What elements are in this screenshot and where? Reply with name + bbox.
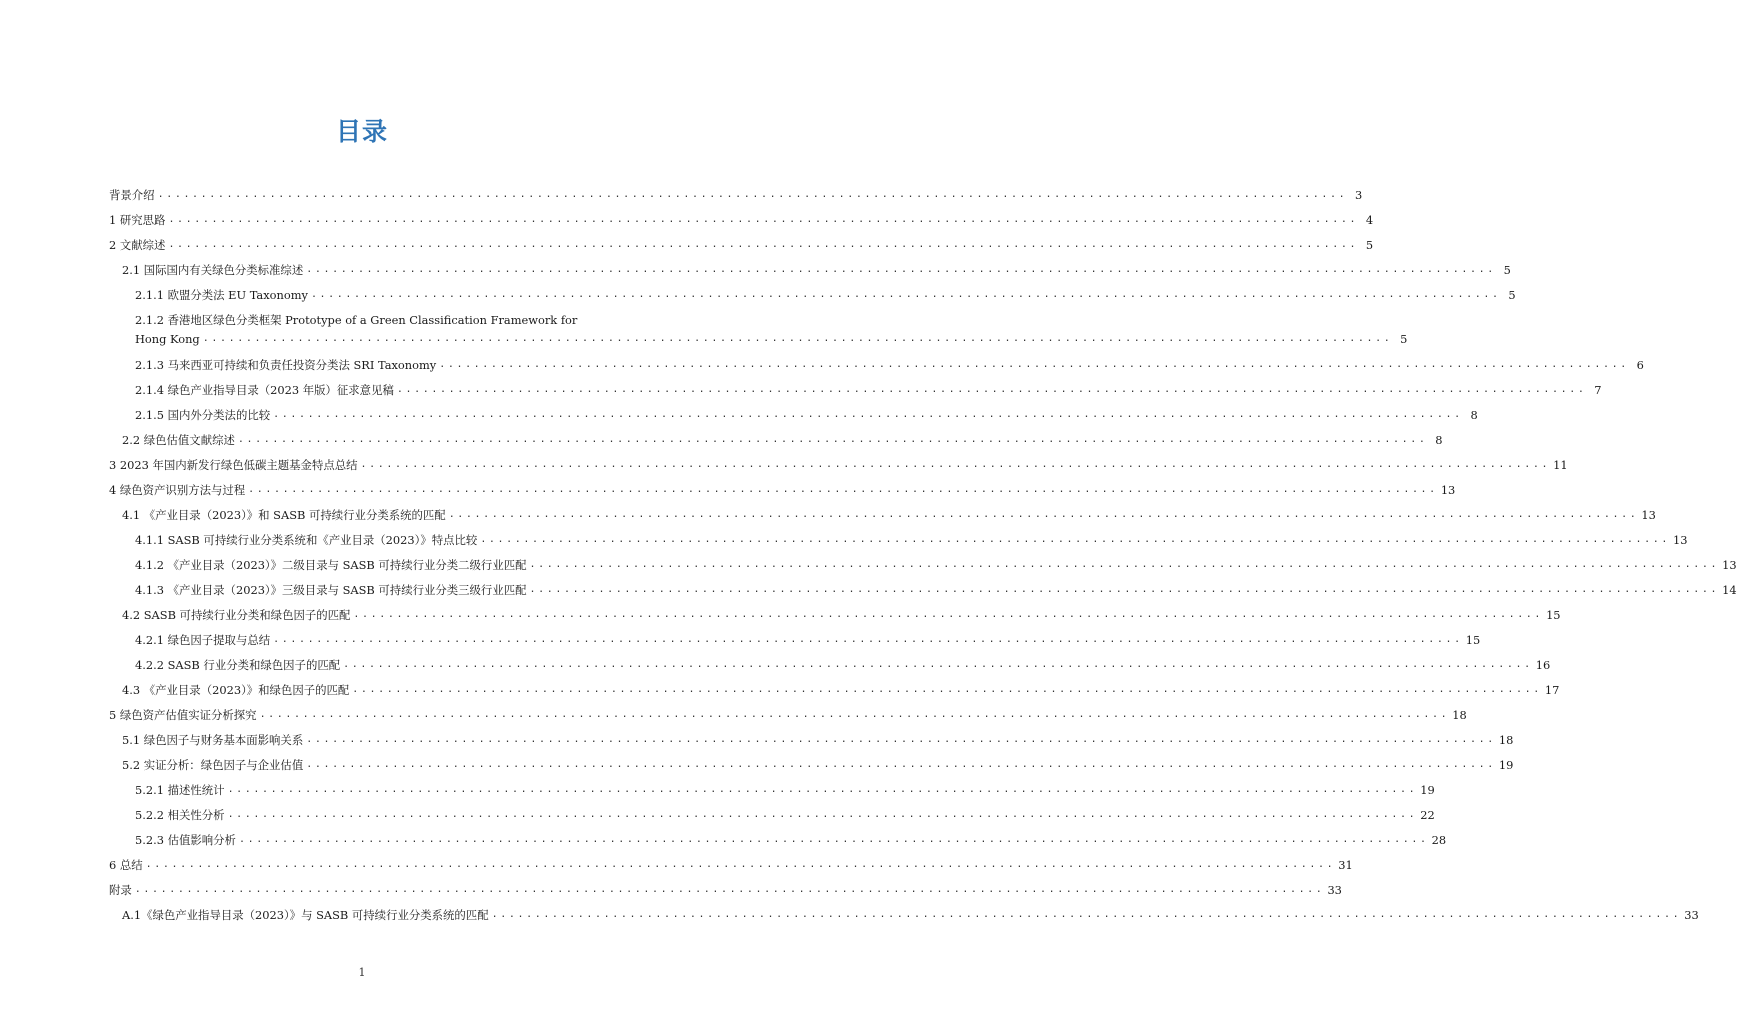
toc-entry-label: 5.1 绿色因子与财务基本面影响关系 bbox=[122, 733, 304, 747]
dot-leader: .......................................................................................................................................... bbox=[227, 809, 1418, 820]
toc-page-number: 13 bbox=[1641, 508, 1656, 522]
toc-page-number: 14 bbox=[1722, 583, 1737, 597]
toc-entry-label: 附录 bbox=[109, 883, 132, 897]
toc-page-number: 5 bbox=[1508, 288, 1516, 302]
toc-page-number: 17 bbox=[1544, 683, 1560, 697]
toc-entry-label: 2 文献综述 bbox=[109, 238, 166, 252]
toc-entry-label: 4.3 《产业目录（2023）》和绿色因子的匹配 bbox=[122, 683, 350, 697]
dot-leader: .......................................................................................................................................... bbox=[227, 784, 1418, 795]
dot-leader: .......................................................................................................................................... bbox=[168, 214, 1359, 225]
toc-entry-label: 1 研究思路 bbox=[109, 213, 166, 227]
toc-page-number: 6 bbox=[1636, 358, 1644, 372]
toc-page-number: 19 bbox=[1420, 783, 1435, 797]
toc-page-number: 16 bbox=[1535, 658, 1551, 672]
dot-leader: .......................................................................................................................................... bbox=[248, 484, 1438, 495]
toc-entry-label: 4.2 SASB 可持续行业分类和绿色因子的匹配 bbox=[122, 608, 351, 622]
toc-page-number: 18 bbox=[1452, 708, 1467, 722]
toc-page-number: 15 bbox=[1465, 633, 1481, 647]
toc-entry-label: 5.2.2 相关性分析 bbox=[135, 808, 225, 822]
dot-leader: .......................................................................................................................................... bbox=[273, 634, 1463, 645]
dot-leader: .......................................................................................................................................... bbox=[168, 239, 1359, 250]
toc-entry-label: 5 绿色资产估值实证分析探究 bbox=[109, 708, 257, 722]
dot-leader: .......................................................................................................................................... bbox=[352, 684, 1542, 695]
toc-entry-label: 4 绿色资产识别方法与过程 bbox=[109, 483, 246, 497]
dot-leader: .......................................................................................................................................... bbox=[439, 359, 1629, 370]
dot-leader: .......................................................................................................................................... bbox=[145, 859, 1336, 870]
dot-leader: .......................................................................................................................................... bbox=[529, 584, 1720, 595]
dot-leader: .......................................................................................................................................... bbox=[237, 434, 1428, 445]
dot-leader: .......................................................................................................................................... bbox=[134, 884, 1325, 895]
toc-entry-label: 5.2.1 描述性统计 bbox=[135, 783, 225, 797]
toc-page-number: 5 bbox=[1400, 332, 1408, 346]
dot-leader: .......................................................................................................................................... bbox=[529, 559, 1720, 570]
toc-entry-label: 4.2.2 SASB 行业分类和绿色因子的匹配 bbox=[135, 658, 341, 672]
toc-entry-label: 5.2 实证分析：绿色因子与企业估值 bbox=[122, 758, 304, 772]
dot-leader: .......................................................................................................................................... bbox=[310, 289, 1501, 300]
dot-leader: .......................................................................................................................................... bbox=[480, 534, 1670, 545]
toc-page-number: 15 bbox=[1546, 608, 1561, 622]
toc-page-number: 13 bbox=[1722, 558, 1737, 572]
toc-page-number: 22 bbox=[1420, 808, 1435, 822]
toc-entry-label: A.1《绿色产业指导目录（2023）》与 SASB 可持续行业分类系统的匹配 bbox=[122, 908, 489, 922]
toc-page-number: 5 bbox=[1365, 238, 1374, 252]
dot-leader: .......................................................................................................................................... bbox=[306, 264, 1496, 275]
toc-entry-label: 5.2.3 估值影响分析 bbox=[135, 833, 236, 847]
dot-leader: .......................................................................................................................................... bbox=[306, 759, 1496, 770]
toc-page-number: 3 bbox=[1354, 188, 1363, 202]
dot-leader: .......................................................................................................................................... bbox=[396, 384, 1587, 395]
page-title: 目录 bbox=[335, 117, 388, 146]
toc-entry-label: 2.2 绿色估值文献综述 bbox=[122, 433, 235, 447]
toc-entry-label: Hong Kong bbox=[135, 332, 200, 346]
toc-entry-label: 2.1.1 欧盟分类法 EU Taxonomy bbox=[135, 288, 308, 302]
toc-entry-label: 2.1.3 马来西亚可持续和负责任投资分类法 SRI Taxonomy bbox=[135, 358, 437, 372]
toc-entry-label: 4.1.1 SASB 可持续行业分类系统和《产业目录（2023）》特点比较 bbox=[135, 533, 478, 547]
dot-leader: .......................................................................................................................................... bbox=[448, 509, 1639, 520]
dot-leader: .......................................................................................................................................... bbox=[491, 909, 1682, 920]
toc-page-number: 8 bbox=[1435, 433, 1443, 447]
toc-entry-label: 2.1 国际国内有关绿色分类标准综述 bbox=[122, 263, 304, 277]
toc-page-number: 18 bbox=[1498, 733, 1514, 747]
toc-entry-label: 4.1.2 《产业目录（2023）》二级目录与 SASB 可持续行业分类二级行业匹配 bbox=[135, 558, 527, 572]
dot-leader: .......................................................................................................................................... bbox=[360, 459, 1551, 470]
toc-entry-label-line1: 2.1.2 香港地区绿色分类框架 Prototype of a Green Classification Framework for bbox=[135, 313, 578, 327]
dot-leader: .......................................................................................................................................... bbox=[238, 834, 1429, 845]
toc-entry-label: 4.1.3 《产业目录（2023）》三级目录与 SASB 可持续行业分类三级行业匹配 bbox=[135, 583, 527, 597]
dot-leader: .......................................................................................................................................... bbox=[157, 189, 1348, 200]
dot-leader: .......................................................................................................................................... bbox=[306, 734, 1496, 745]
toc-page-number: 33 bbox=[1327, 883, 1342, 897]
toc-page-number: 4 bbox=[1365, 213, 1374, 227]
toc-entry-label: 3 2023 年国内新发行绿色低碳主题基金特点总结 bbox=[109, 458, 358, 472]
toc-page-number: 7 bbox=[1594, 383, 1602, 397]
toc-entry-label: 4.1 《产业目录（2023）》和 SASB 可持续行业分类系统的匹配 bbox=[122, 508, 446, 522]
toc-entry-label: 背景介绍 bbox=[109, 188, 155, 202]
toc-entry-label: 4.2.1 绿色因子提取与总结 bbox=[135, 633, 271, 647]
dot-leader: .......................................................................................................................................... bbox=[273, 409, 1463, 420]
dot-leader: .......................................................................................................................................... bbox=[343, 659, 1533, 670]
toc-entry-label: 6 总结 bbox=[109, 858, 143, 872]
toc-page-number: 8 bbox=[1470, 408, 1478, 422]
toc-page-number: 28 bbox=[1431, 833, 1447, 847]
footer-page-number: 1 bbox=[358, 966, 366, 979]
toc-page-number: 19 bbox=[1498, 758, 1514, 772]
toc-entry-label: 2.1.5 国内外分类法的比较 bbox=[135, 408, 271, 422]
dot-leader: .......................................................................................................................................... bbox=[259, 709, 1450, 720]
dot-leader: .......................................................................................................................................... bbox=[202, 333, 1393, 344]
dot-leader: .......................................................................................................................................... bbox=[353, 609, 1544, 620]
toc-page-number: 5 bbox=[1503, 263, 1511, 277]
toc-page-number: 11 bbox=[1553, 458, 1568, 472]
toc-page-number: 31 bbox=[1338, 858, 1353, 872]
toc-entry-label: 2.1.4 绿色产业指导目录（2023 年版）征求意见稿 bbox=[135, 383, 394, 397]
toc-page-number: 33 bbox=[1684, 908, 1699, 922]
toc-page-number: 13 bbox=[1672, 533, 1688, 547]
toc-page-number: 13 bbox=[1440, 483, 1456, 497]
